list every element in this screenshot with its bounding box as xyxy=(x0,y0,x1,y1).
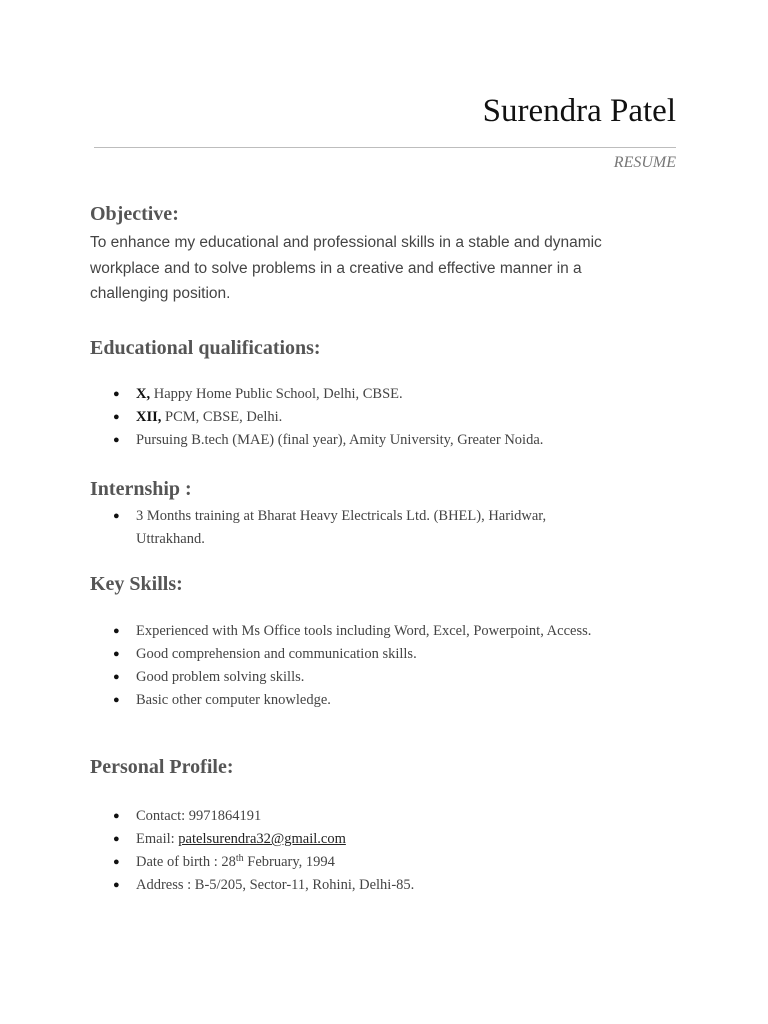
bullet-icon: ● xyxy=(113,510,120,522)
email-link[interactable]: patelsurendra32@gmail.com xyxy=(178,831,346,847)
header-divider xyxy=(94,147,676,148)
dob-ordinal: th xyxy=(235,853,244,864)
education-heading: Educational qualifications: xyxy=(90,337,321,359)
education-detail: Pursuing B.tech (MAE) (final year), Amity University, Greater Noida. xyxy=(136,432,544,448)
bullet-icon: ● xyxy=(113,694,120,706)
internship-detail-line-1: 3 Months training at Bharat Heavy Electricals Ltd. (BHEL), Haridwar, xyxy=(136,508,547,524)
bullet-icon: ● xyxy=(113,388,120,400)
internship-heading: Internship : xyxy=(90,478,192,500)
objective-heading: Objective: xyxy=(90,203,179,225)
list-item xyxy=(0,406,680,429)
profile-heading: Personal Profile: xyxy=(90,756,234,778)
skill-text: Good comprehension and communication skills. xyxy=(136,646,417,662)
bullet-icon: ● xyxy=(113,833,120,845)
list-item xyxy=(0,505,680,551)
bullet-icon: ● xyxy=(113,625,120,637)
education-level: XII, xyxy=(136,409,162,425)
list-item xyxy=(0,429,680,452)
bullet-icon: ● xyxy=(113,856,120,868)
education-level: X, xyxy=(136,386,151,402)
objective-text: To enhance my educational and professional skills in a stable and dynamic workplace and to solve problems in a creative and effective manner in a challenging position. xyxy=(90,234,602,302)
email-label: Email: xyxy=(136,831,179,847)
bullet-icon: ● xyxy=(113,434,120,446)
list-item xyxy=(0,851,680,874)
list-item xyxy=(0,666,680,689)
list-item xyxy=(0,689,680,712)
contact-text: Contact: 9971864191 xyxy=(136,808,262,824)
address-text: Address : B-5/205, Sector-11, Rohini, Delhi-85. xyxy=(136,877,415,893)
candidate-name: Surendra Patel xyxy=(482,93,676,129)
internship-detail-line-2: Uttrakhand. xyxy=(136,531,205,547)
list-item xyxy=(0,383,680,406)
bullet-icon: ● xyxy=(113,648,120,660)
internship-list xyxy=(0,505,680,551)
dob-suffix: February, 1994 xyxy=(243,854,335,870)
bullet-icon: ● xyxy=(113,879,120,891)
education-detail: PCM, CBSE, Delhi. xyxy=(161,409,283,425)
list-item xyxy=(0,828,680,851)
bullet-icon: ● xyxy=(113,671,120,683)
skill-text: Experienced with Ms Office tools including Word, Excel, Powerpoint, Access. xyxy=(136,623,592,639)
list-item xyxy=(0,620,680,643)
skill-text: Good problem solving skills. xyxy=(136,669,305,685)
education-list xyxy=(0,383,680,452)
bullet-icon: ● xyxy=(113,411,120,423)
skills-heading: Key Skills: xyxy=(90,573,183,595)
skill-text: Basic other computer knowledge. xyxy=(136,692,331,708)
dob-prefix: Date of birth : 28 xyxy=(136,854,236,870)
skills-list xyxy=(0,620,680,712)
list-item xyxy=(0,874,680,897)
bullet-icon: ● xyxy=(113,810,120,822)
list-item xyxy=(0,805,680,828)
document-subtitle: RESUME xyxy=(613,154,676,171)
list-item xyxy=(0,643,680,666)
profile-list xyxy=(0,805,680,897)
education-detail: Happy Home Public School, Delhi, CBSE. xyxy=(150,386,403,402)
